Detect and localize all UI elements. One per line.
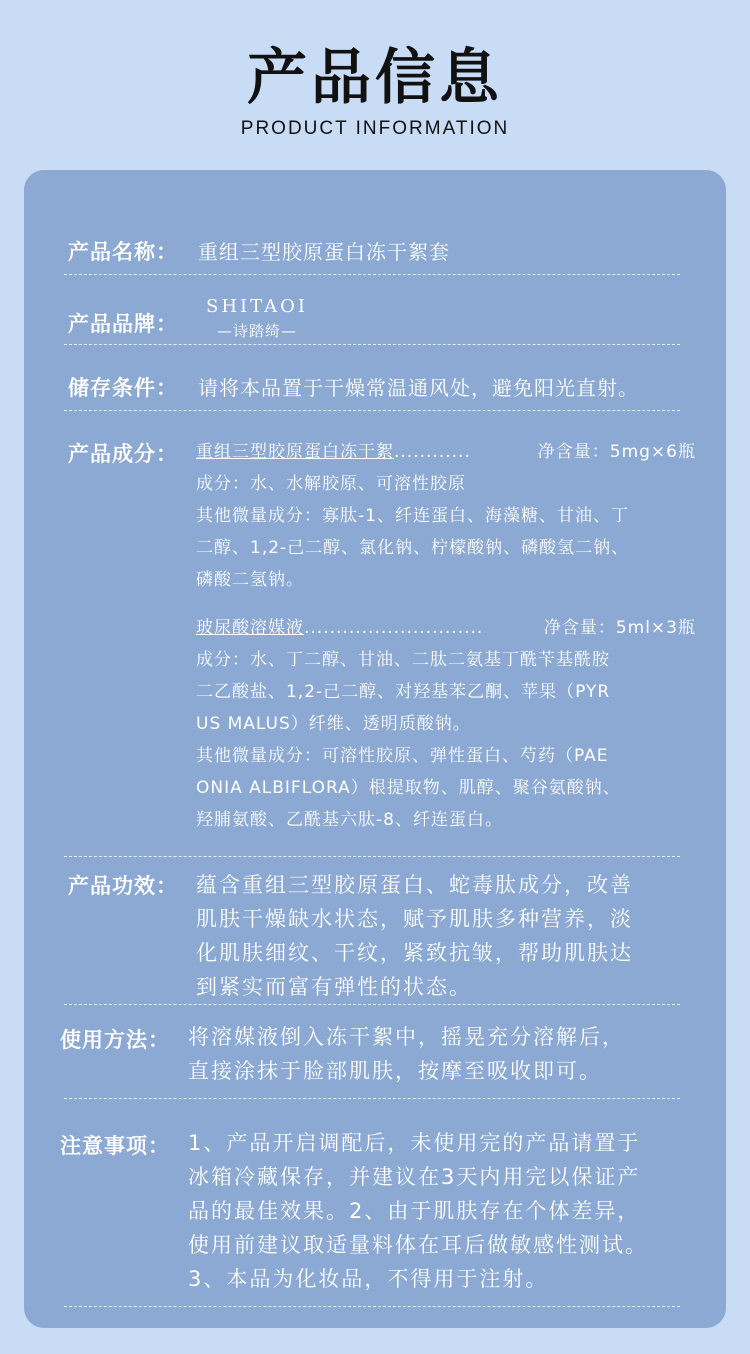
brand-logo [206,298,308,341]
ingredient-line: 成分：水、水解胶原、可溶性胶原 [196,474,466,494]
ingredient-line: ONIA ALBIFLORA）根提取物、肌醇、聚谷氨酸钠、 [196,778,621,798]
usage-line: 直接涂抹于脸部肌肤，按摩至吸收即可。 [188,1059,602,1083]
efficacy-text [196,868,633,1004]
ingredient-item-1 [196,436,696,596]
ingredient-line: US MALUS）纤维、透明质酸钠。 [196,714,471,734]
efficacy-line: 肌肤干燥缺水状态，赋予肌肤多种营养，淡 [196,907,633,931]
brand-logo-cn: —诗踏绮— [217,322,298,340]
ingredient-line: 其他微量成分：可溶性胶原、弹性蛋白、芍药（PAE [196,746,609,766]
brand-label: 产品品牌： [68,312,178,336]
notes-line: 冰箱冷藏保存，并建议在3天内用完以保证产 [188,1165,641,1189]
page-subtitle: PRODUCT INFORMATION [240,118,510,139]
ingredient-line: 磷酸二氢钠。 [196,570,304,590]
notes-text [188,1126,648,1296]
product-name-value: 重组三型胶原蛋白冻干絮套 [198,240,450,264]
notes-line: 使用前建议取适量料体在耳后做敏感性测试。 [188,1233,648,1257]
divider [64,1306,680,1307]
storage-value: 请将本品置于干燥常温通风处，避免阳光直射。 [198,376,639,400]
usage-label: 使用方法： [60,1028,170,1052]
usage-text [188,1020,625,1088]
ingredient-line: 二醇、1,2-己二醇、氯化钠、柠檬酸钠、磷酸氢二钠、 [196,538,630,558]
notes-line: 品的最佳效果。2、由于肌肤存在个体差异， [188,1199,641,1223]
ingredient-1-net: 净含量：5mg×6瓶 [537,442,696,462]
efficacy-line: 蕴含重组三型胶原蛋白、蛇毒肽成分，改善 [196,873,633,897]
efficacy-line: 到紧实而富有弹性的状态。 [196,975,472,999]
ingredient-line: 成分：水、丁二醇、甘油、二肽二氨基丁酰苄基酰胺 [196,650,610,670]
divider [64,856,680,857]
ingredient-line: 其他微量成分：寡肽-1、纤连蛋白、海藻糖、甘油、丁 [196,506,629,526]
notes-line: 1、产品开启调配后，未使用完的产品请置于 [188,1131,641,1155]
notes-label: 注意事项： [60,1134,170,1158]
divider [64,1004,680,1005]
ingredient-1-name: 重组三型胶原蛋白冻干絮 [196,442,394,462]
ingredient-line: 二乙酸盐、1,2-己二醇、对羟基苯乙酮、苹果（PYR [196,682,611,702]
ingredient-2-name: 玻尿酸溶媒液 [196,618,304,638]
page-title: 产品信息 [247,43,503,113]
efficacy-line: 化肌肤细纹、干纹，紧致抗皱，帮助肌肤达 [196,941,633,965]
brand-logo-en: SHITAOI [206,296,309,317]
usage-line: 将溶媒液倒入冻干絮中，摇晃充分溶解后， [188,1025,625,1049]
info-card [24,170,726,1328]
product-name-label: 产品名称： [68,240,178,264]
ingredient-1-dots: ............ [394,442,471,462]
ingredient-line: 羟脯氨酸、乙酰基六肽-8、纤连蛋白。 [196,810,503,830]
divider [64,344,680,345]
notes-line: 3、本品为化妆品，不得用于注射。 [188,1267,549,1291]
efficacy-label: 产品功效： [68,874,178,898]
divider [64,1098,680,1099]
ingredients-label: 产品成分： [68,442,178,466]
ingredient-2-net: 净含量：5ml×3瓶 [543,618,696,638]
storage-label: 储存条件： [68,376,178,400]
divider [64,274,680,275]
ingredient-2-dots: ............................ [304,618,484,638]
divider [64,410,680,411]
ingredient-item-2 [196,612,696,836]
